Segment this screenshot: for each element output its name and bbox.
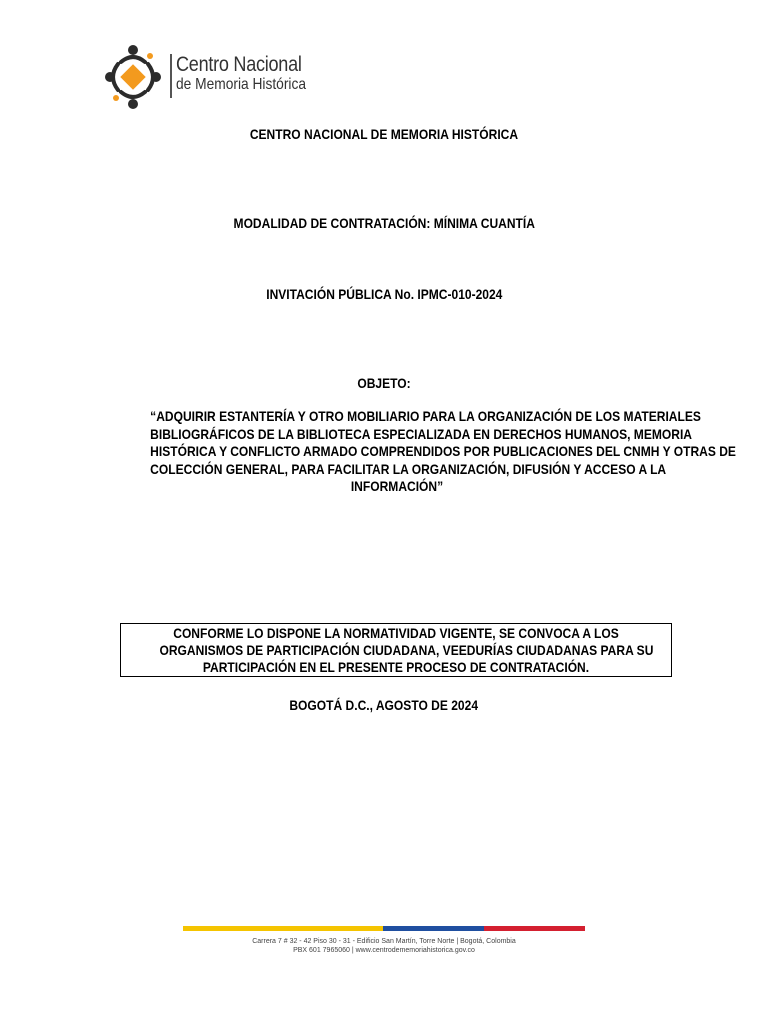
notice-line: CONFORME LO DISPONE LA NORMATIVIDAD VIGENTE, SE CONVOCA A LOS [173,625,619,641]
citizen-participation-notice [120,623,672,677]
object-description [110,408,736,496]
logo-divider [170,54,172,98]
object-line: INFORMACIÓN” [350,478,444,494]
invitation-text: INVITACIÓN PÚBLICA No. IPMC-010-2024 [265,286,503,302]
cnmh-logo-icon [104,44,164,110]
logo-line-2: de Memoria Histórica [176,76,306,93]
footer-address: Carrera 7 # 32 - 42 Piso 30 - 31 - Edificio San Martín, Torre Norte | Bogotá, Colombia [252,938,516,945]
object-line: HISTÓRICA Y CONFLICTO ARMADO COMPRENDIDOS POR PUBLICACIONES DEL CNMH Y OTRAS DE [150,443,736,459]
object-label: OBJETO: [357,375,411,391]
modality-heading [0,215,768,232]
logo-line-1: Centro Nacional [176,53,302,76]
object-line: BIBLIOGRÁFICOS DE LA BIBLIOTECA ESPECIALIZADA EN DERECHOS HUMANOS, MEMORIA [150,425,692,442]
cnmh-logo [104,44,304,110]
object-line: COLECCIÓN GENERAL, PARA FACILITAR LA ORGANIZACIÓN, DIFUSIÓN Y ACCESO A LA [150,460,667,477]
footer-contact: PBX 601 7965060 | www.centrodememoriahistorica.gov.co [293,947,475,954]
modality-text: MODALIDAD DE CONTRATACIÓN: MÍNIMA CUANTÍA [233,215,535,231]
object-line: “ADQUIRIR ESTANTERÍA Y OTRO MOBILIARIO PARA LA ORGANIZACIÓN DE LOS MATERIALES [150,408,701,424]
object-label-heading [0,375,768,392]
footer-bar-red [484,926,585,931]
entity-heading [0,126,768,143]
notice-line: ORGANISMOS DE PARTICIPACIÓN CIUDADANA, VEEDURÍAS CIUDADANAS PARA SU [159,642,654,658]
notice-line: PARTICIPACIÓN EN EL PRESENTE PROCESO DE CONTRATACIÓN. [202,659,590,675]
footer-color-bar [183,926,585,931]
entity-text: CENTRO NACIONAL DE MEMORIA HISTÓRICA [249,126,519,142]
place-date-text: BOGOTÁ D.C., AGOSTO DE 2024 [289,697,479,713]
logo-wordmark [176,54,327,93]
place-date-heading [0,697,768,714]
invitation-heading [0,286,768,303]
footer-bar-blue [383,926,484,931]
footer-bar-yellow [183,926,383,931]
